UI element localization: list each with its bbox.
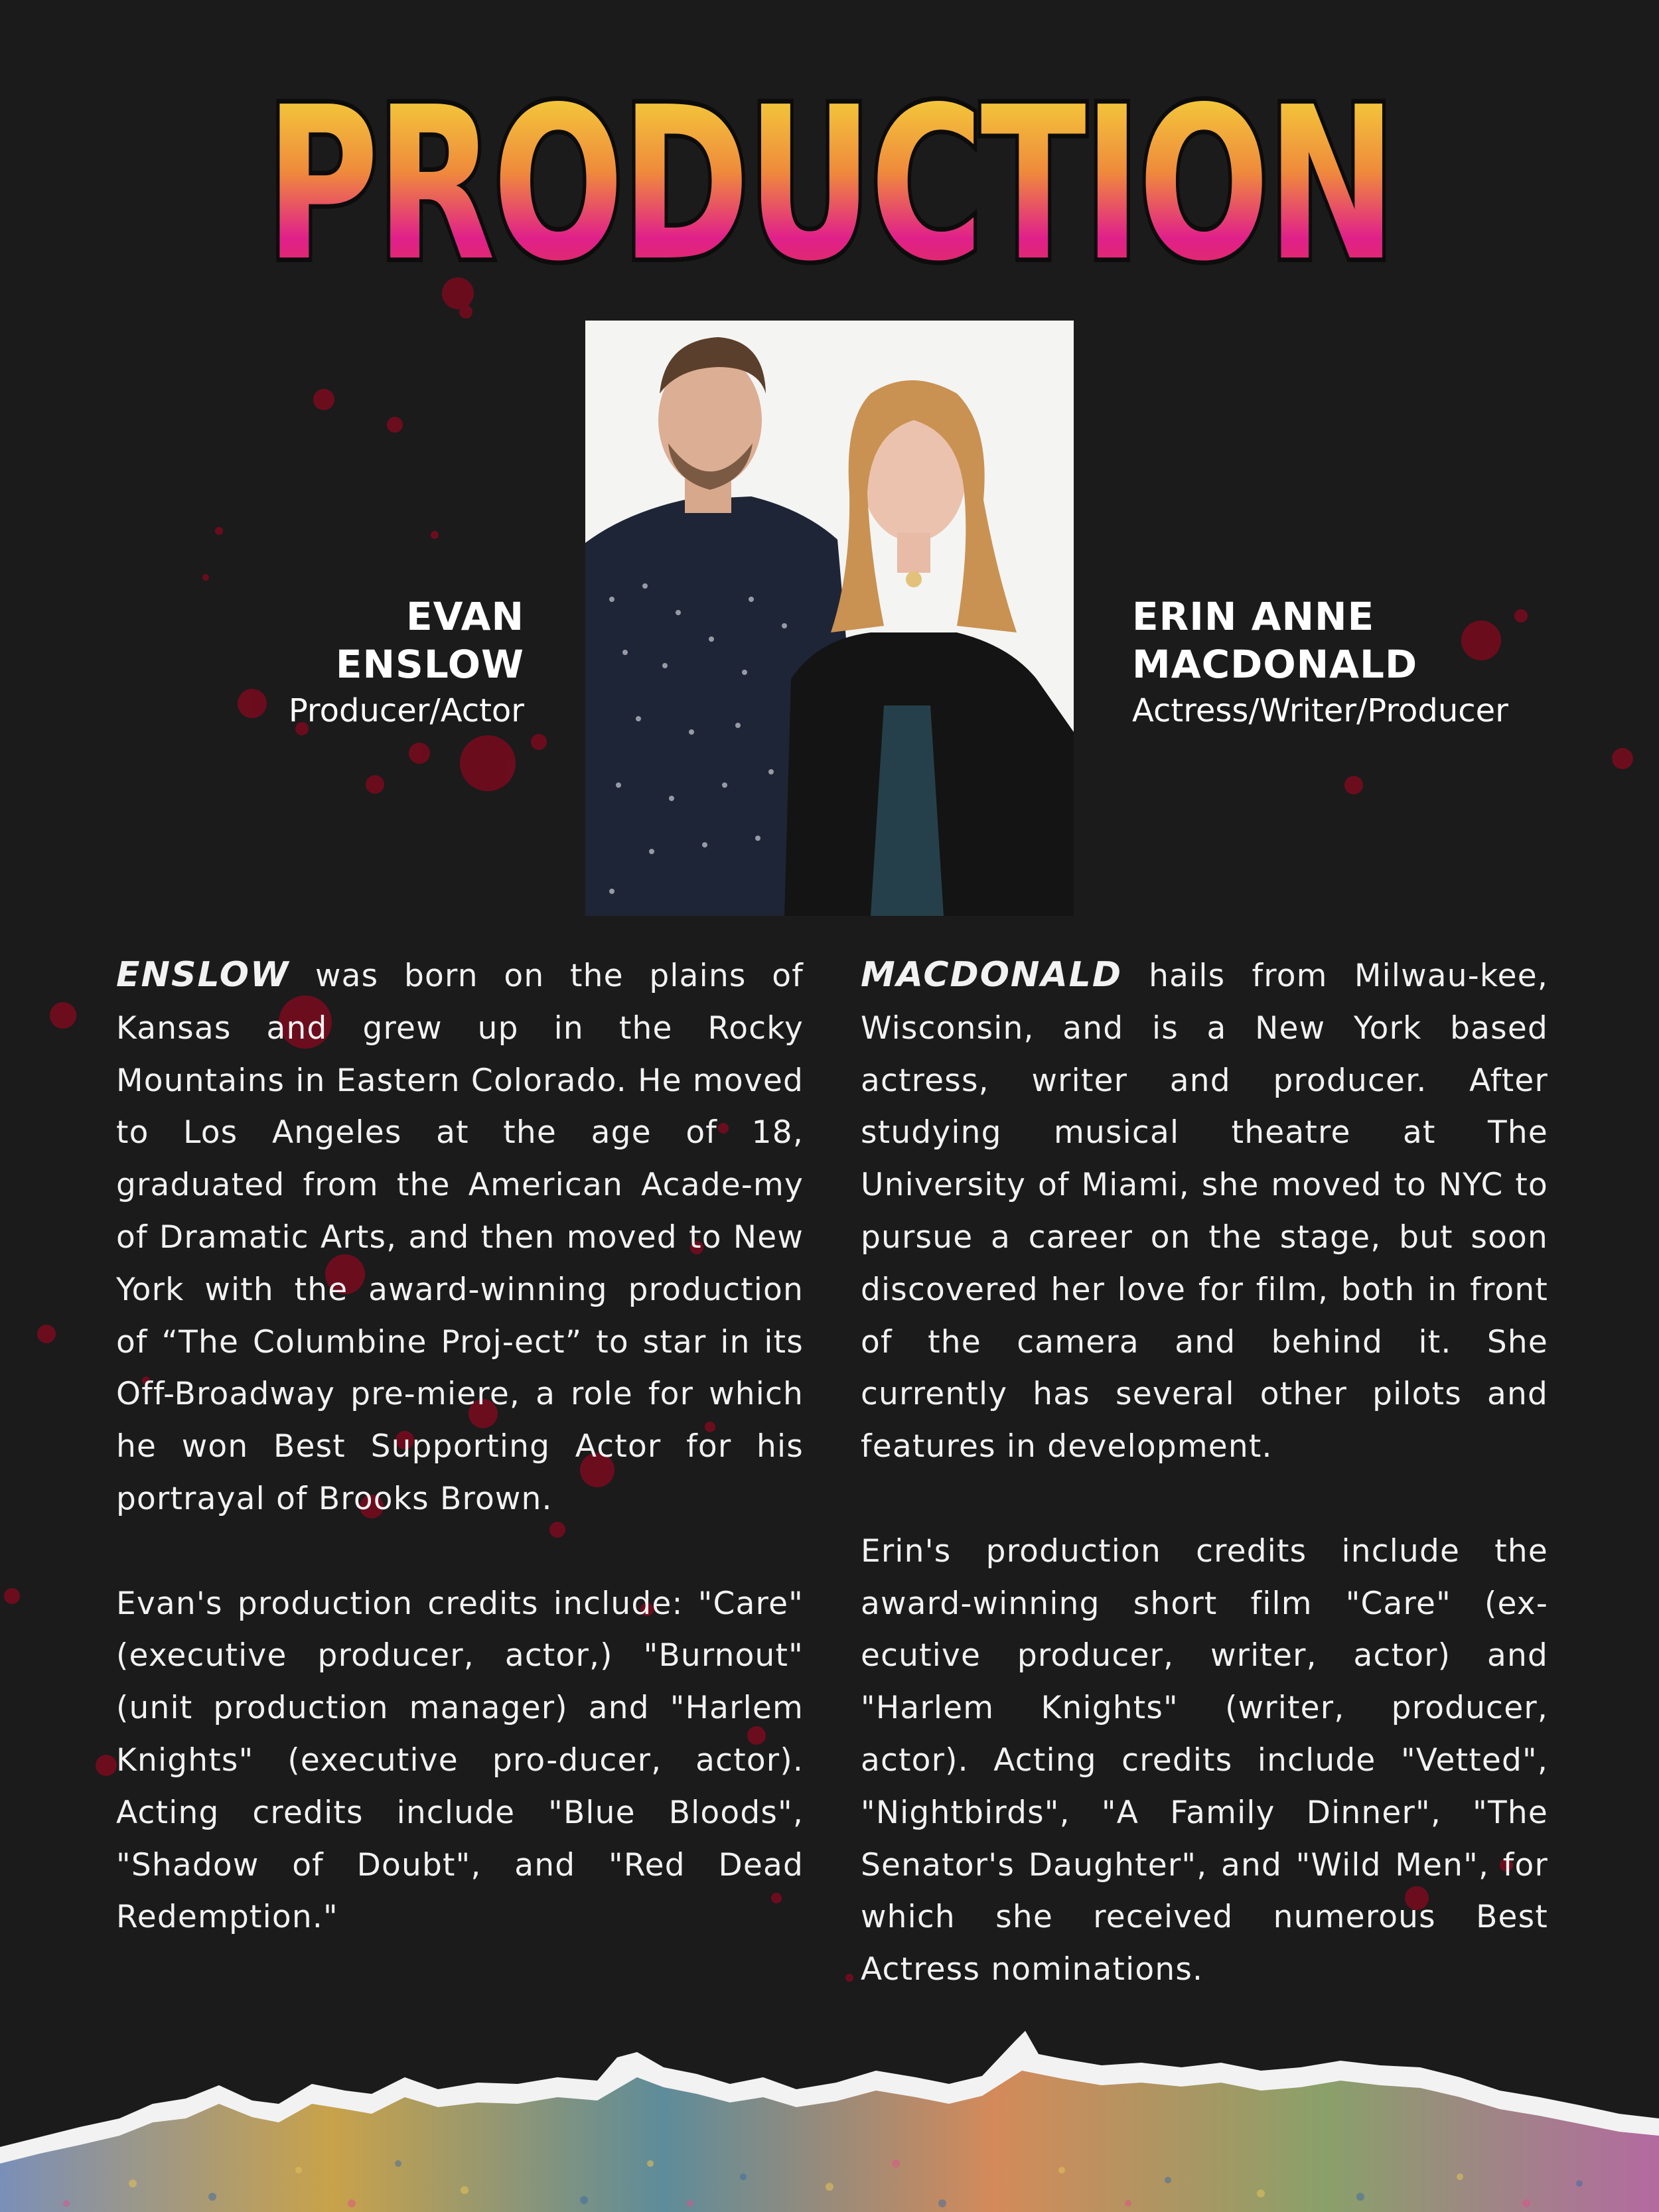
right-bio-paragraph-2: Erin's production credits include the award-winning short film "Care" (ex-ecutive producer, writer, actor) and "Harlem Knights" (writer, producer, actor). Acting credits include "Vetted", "Nightbirds", "A Family Dinner", "The Senator's Daughter", and "Wild Men", for which she received numerous Best Actress nominations. — [861, 1532, 1548, 1988]
right-person-heading — [1132, 593, 1597, 733]
right-first-name: ERIN ANNE — [1132, 594, 1375, 639]
left-first-name: EVAN — [406, 594, 524, 639]
left-last-name: ENSLOW — [335, 642, 524, 687]
left-bio-paragraph-1 — [116, 949, 804, 1526]
right-bio — [861, 949, 1548, 2049]
right-bio-paragraph-1 — [861, 949, 1548, 1473]
left-bio-paragraph-2: Evan's production credits include: "Care" (executive producer, actor,) "Burnout" (unit production manager) and "Harlem Knights" (executive pro-ducer, actor). Acting credits include "Blue Bloods", "Shadow of Doubt", and "Red Dead Redemption." — [116, 1585, 804, 1936]
left-bio-lead: ENSLOW — [116, 955, 290, 995]
cast-photo — [585, 321, 1074, 916]
left-role: Producer/Actor — [288, 692, 524, 729]
left-bio — [116, 949, 804, 1996]
left-person-heading — [126, 593, 524, 733]
right-bio-lead: MACDONALD — [861, 955, 1122, 995]
right-last-name: MACDONALD — [1132, 642, 1418, 687]
right-bio-text-1: hails from Milwau-kee, Wisconsin, and is a New York based actress, writer and producer. After studying musical theatre at The University of Miami, she moved to NYC to pursue a career on the stage, but soon discovered her love for film, both in front of the camera and behind it. She currently has several other pilots and features in development. — [861, 958, 1548, 1465]
page-title — [252, 62, 1407, 307]
title-text: PRODUCTION — [265, 62, 1394, 307]
right-role: Actress/Writer/Producer — [1132, 692, 1508, 729]
left-bio-text-1: was born on the plains of Kansas and grew up in the Rocky Mountains in Eastern Colorado. He moved to Los Angeles at the age of 18, graduated from the American Acade-my of Dramatic Arts, and then moved to New York with the award-winning production of “The Columbine Proj-ect” to star in its Off-Broadway pre-miere, a role for which he won Best Supporting Actor for his portrayal of Brooks Brown. — [116, 958, 804, 1517]
torn-paper-footer — [0, 2004, 1659, 2212]
